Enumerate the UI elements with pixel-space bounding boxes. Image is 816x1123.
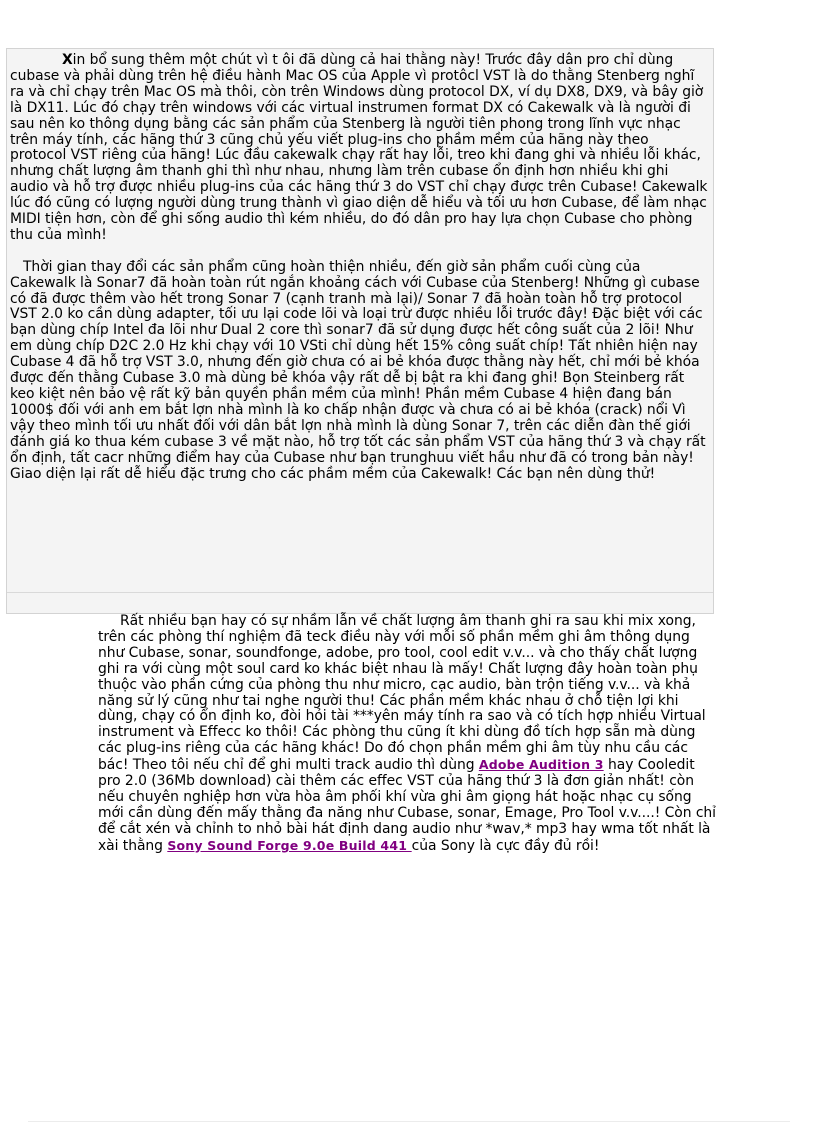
quote-paragraph-2: Thời gian thay đổi các sản phẩm cũng hoàn thiện nhiều, đến giờ sản phẩm cuối cùng của Cakewalk là Sonar7 đã hoàn toàn rút ngắn khoảng cách với Cubase của Stenberg! Những gì cubase có đã được thêm vào hết trong Sonar 7 (cạnh tranh mà lại)/ Sonar 7 đã hoàn toàn hỗ trợ protocol VST 2.0 ko cần dùng adapter, tối ưu lại code lõi và loại trừ được nhiều lỗi trước đây! Đặc biệt với các bạn dùng chíp Intel đa lõi như Dual 2 core thì sonar7 đã sử dụng được hết công suất của 2 lõi! Như em dùng chíp D2C 2.0 Hz khi chạy với 10 VSti chỉ dùng hết 15% công suất chíp! Tất nhiên hiện nay Cubase 4 đã hỗ trợ VST 3.0, nhưng đến giờ chưa có ai bẻ khóa được thằng này hết, chỉ mới bẻ khóa được đến thằng Cubase 3.0 mà dùng bẻ khóa vậy rất dễ bị bật ra khi đang ghi! Bọn Steinberg rất keo kiệt nên bảo vệ rất kỹ bản quyền phần mềm của mình! Phần mềm Cubase 4 hiện đang bán 1000$ đối với anh em bắt lợn nhà mình là ko chấp nhận được và chưa có ai bẻ khóa (crack) nổi Vì vậy theo mình tối ưu nhất đối với dân bắt lợn nhà mình là dùng Sonar 7, trên các diễn đàn thế giới đánh giá ko thua kém cubase 3 về mặt nào, hỗ trợ tốt các sản phẩm VST của hãng thứ 3 và chạy rất ổn định, tất cacr những điểm hay của Cubase như bạn trunghuu viết hầu như đã có trong bản này! Giao diện lại rất dễ hiểu đặc trưng cho các phầm mềm của Cakewalk! Các bạn nên dùng thử!: [10, 258, 706, 482]
page-bottom-rule: [28, 1121, 790, 1122]
quote-paragraph-1-text: in bổ sung thêm một chút vì t ôi đã dùng cả hai thằng này! Trước đây dân pro chỉ dùng cubase và phải dùng trên hệ điều hành Mac OS của Apple vì protôcl VST là do thằng Stenberg nghĩ ra và chỉ chạy trên Mac OS mà thôi, còn trên Windows dùng protocol DX, ví dụ DX8, DX9, và bây giờ là DX11. Lúc đó chạy trên windows với các virtual instrumen format DX có Cakewalk và là người đi sau nên ko thông dụng bằng các sản phẩm của Stenberg là người tiên phong trong lĩnh vực nhạc trên máy tính, các hãng thứ 3 cũng chủ yếu viết plug-ins cho phầm mềm của hãng này theo protocol VST riêng của hãng! Lúc đầu cakewalk chạy rất hay lỗi, treo khi đang ghi và nhiều lỗi khác, nhưng chất lượng âm thanh ghi thì như nhau, nhưng làm trên cubase ổn định hơn nhiều khi ghi audio và hỗ trợ được nhiều plug-ins của các hãng thứ 3 do VST chỉ chạy được trên Cubase! Cakewalk lúc đó cũng có lượng người dùng trung thành vì giao diện dễ hiểu và tối ưu hơn Cubase, để làm nhạc MIDI tiện hơn, còn để ghi sống audio thì kém nhiều, do đó dân pro hay lựa chọn Cubase cho phòng thu của mình!: [10, 52, 708, 243]
reply-paragraph: [98, 614, 716, 855]
reply-post: [98, 614, 716, 855]
reply-text-part-2: hay Cooledit pro 2.0 (36Mb download) cài thêm các effec VST của hãng thứ 3 là đơn giản nhất! còn nếu chuyên nghiệp hơn vừa hòa âm phối khí vừa ghi âm giọng hát hoặc nhạc cụ sống mới cần dùng đến mấy thằng đa năng như Cubase, sonar, Emage, Pro Tool v.v....! Còn chỉ để cắt xén và chỉnh to nhỏ bài hát định dang audio như *wav,* mp3 hay wma tốt nhất là xài thằng: [98, 757, 716, 854]
quote-text: [7, 49, 713, 482]
quote-drop-letter: X: [62, 52, 73, 68]
quote-divider: [7, 592, 713, 593]
reply-text-part-3: của Sony là cực đầy đủ rồi!: [411, 837, 600, 854]
sony-sound-forge-link[interactable]: Sony Sound Forge 9.0e Build 441: [167, 837, 412, 853]
adobe-audition-link[interactable]: Adobe Audition 3: [478, 757, 604, 773]
quote-box: [6, 48, 714, 614]
quote-paragraph-1: [10, 53, 709, 244]
reply-text-part-1: Rất nhiều bạn hay có sự nhầm lẫn về chất lượng âm thanh ghi ra sau khi mix xong, trên các phòng thí nghiệm đã teck điều này với mỗi số phần mềm ghi âm thông dụng như Cubase, sonar, soundfonge, adobe, pro tool, cool edit v.v... và cho thấy chất lượng ghi ra với cùng một soul card ko khác biệt nhau là mấy! Chất lượng đây hoàn toàn phụ thuộc vào phần cứng của phòng thu như micro, cạc audio, bàn trộn tiếng v.v... và khả năng sử lý cũng như tai nghe người thu! Các phần mềm khác nhau ở chỗ tiện lợi khi dùng, chạy có ổn định ko, đòi hỏi tài ***yên máy tính ra sao và có tích hợp nhiều Virtual instrument và Effecc ko thôi! Các phòng thu cũng ít khi dùng đồ tích hợp sẵn mà dùng các plug-ins riêng của các hãng khác! Do đó chọn phần mềm ghi âm tùy nhu cầu các bác! Theo tôi nếu chỉ để ghi multi track audio thì dùng: [98, 613, 706, 774]
